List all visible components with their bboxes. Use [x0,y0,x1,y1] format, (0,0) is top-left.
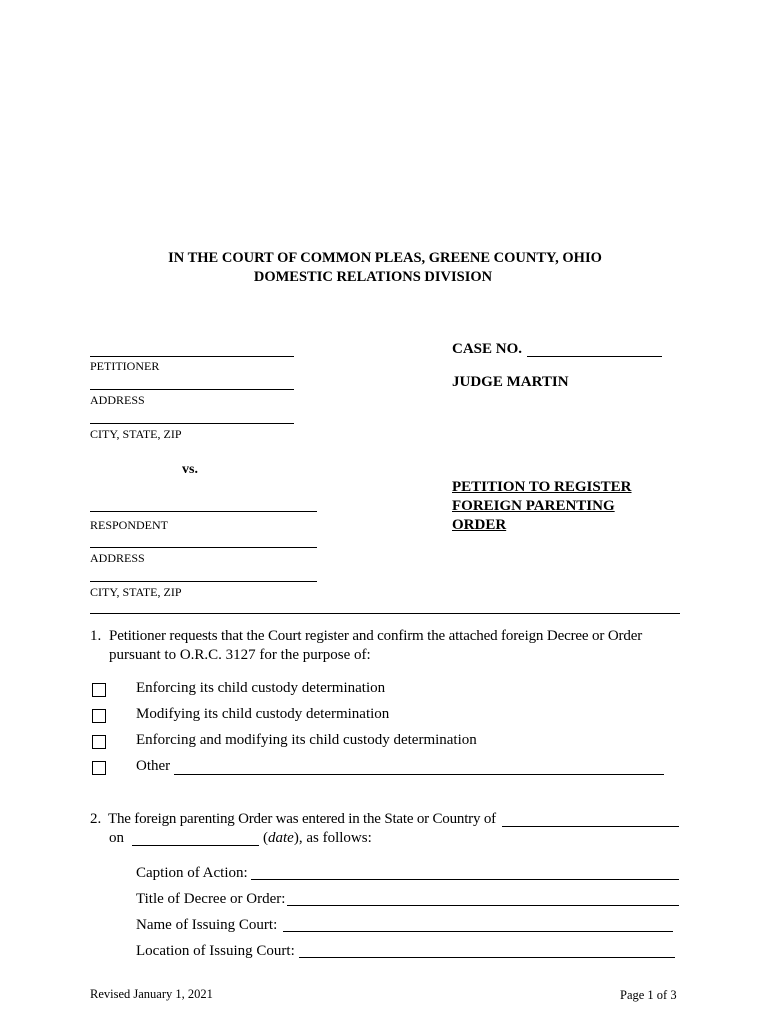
section2-number: 2. [90,811,102,827]
petitioner-address-label: ADDRESS [90,393,145,407]
document-title-line2: FOREIGN PARENTING [452,498,615,514]
caption-of-action-line[interactable] [251,879,679,880]
name-of-issuing-court-label: Name of Issuing Court: [136,917,278,933]
petitioner-city-label: CITY, STATE, ZIP [90,427,182,441]
option-modifying-checkbox[interactable] [92,709,106,723]
respondent-address-line[interactable] [90,547,317,548]
option-enforcing-checkbox[interactable] [92,683,106,697]
option-enforcing-modifying-checkbox[interactable] [92,735,106,749]
revised-date: Revised January 1, 2021 [90,987,213,1001]
respondent-address-label: ADDRESS [90,551,145,565]
case-number-line[interactable] [527,356,662,357]
court-heading-line1: IN THE COURT OF COMMON PLEAS, GREENE COUNTY, OHIO [168,250,602,266]
order-date-line[interactable] [132,845,259,846]
document-title-line3: ORDER [452,517,507,533]
state-country-line[interactable] [502,826,679,827]
option-other-line[interactable] [174,774,664,775]
option-enforcing-modifying-label: Enforcing and modifying its child custody determination [136,732,477,748]
name-of-issuing-court-line[interactable] [283,931,673,932]
section1-line2: pursuant to O.R.C. 3127 for the purpose of: [109,647,371,663]
respondent-label: RESPONDENT [90,518,169,532]
option-other-checkbox[interactable] [92,761,106,775]
document-title-line1: PETITION TO REGISTER [452,479,632,495]
petitioner-name-line[interactable] [90,356,294,357]
court-heading-line2: DOMESTIC RELATIONS DIVISION [253,269,493,285]
section2-date-phrase [263,830,372,847]
section-divider [90,613,680,614]
option-other-label: Other [136,758,171,774]
case-number-label: CASE NO. [452,341,523,357]
location-of-issuing-court-line[interactable] [299,957,675,958]
as-follows-label: , as follows: [298,830,372,846]
respondent-city-line[interactable] [90,581,317,582]
respondent-name-line[interactable] [90,511,317,512]
section1-number: 1. [90,628,102,644]
section2-on-label: on [109,830,124,846]
versus-label: vs. [182,462,198,477]
respondent-city-label: CITY, STATE, ZIP [90,585,182,599]
petitioner-address-line[interactable] [90,389,294,390]
petitioner-city-line[interactable] [90,423,294,424]
page-number: Page 1 of 3 [620,988,677,1002]
section2-line1: The foreign parenting Order was entered in the State or Country of [108,811,496,827]
option-enforcing-label: Enforcing its child custody determination [136,680,386,696]
petitioner-label: PETITIONER [90,359,160,373]
section1-line1: Petitioner requests that the Court register and confirm the attached foreign Decree or Order [109,628,643,644]
date-label: (date) [263,830,299,846]
option-modifying-label: Modifying its child custody determination [136,706,390,722]
title-of-decree-label: Title of Decree or Order: [136,891,286,907]
title-of-decree-line[interactable] [287,905,679,906]
caption-of-action-label: Caption of Action: [136,865,248,881]
location-of-issuing-court-label: Location of Issuing Court: [136,943,295,959]
judge-name: JUDGE MARTIN [452,374,569,390]
